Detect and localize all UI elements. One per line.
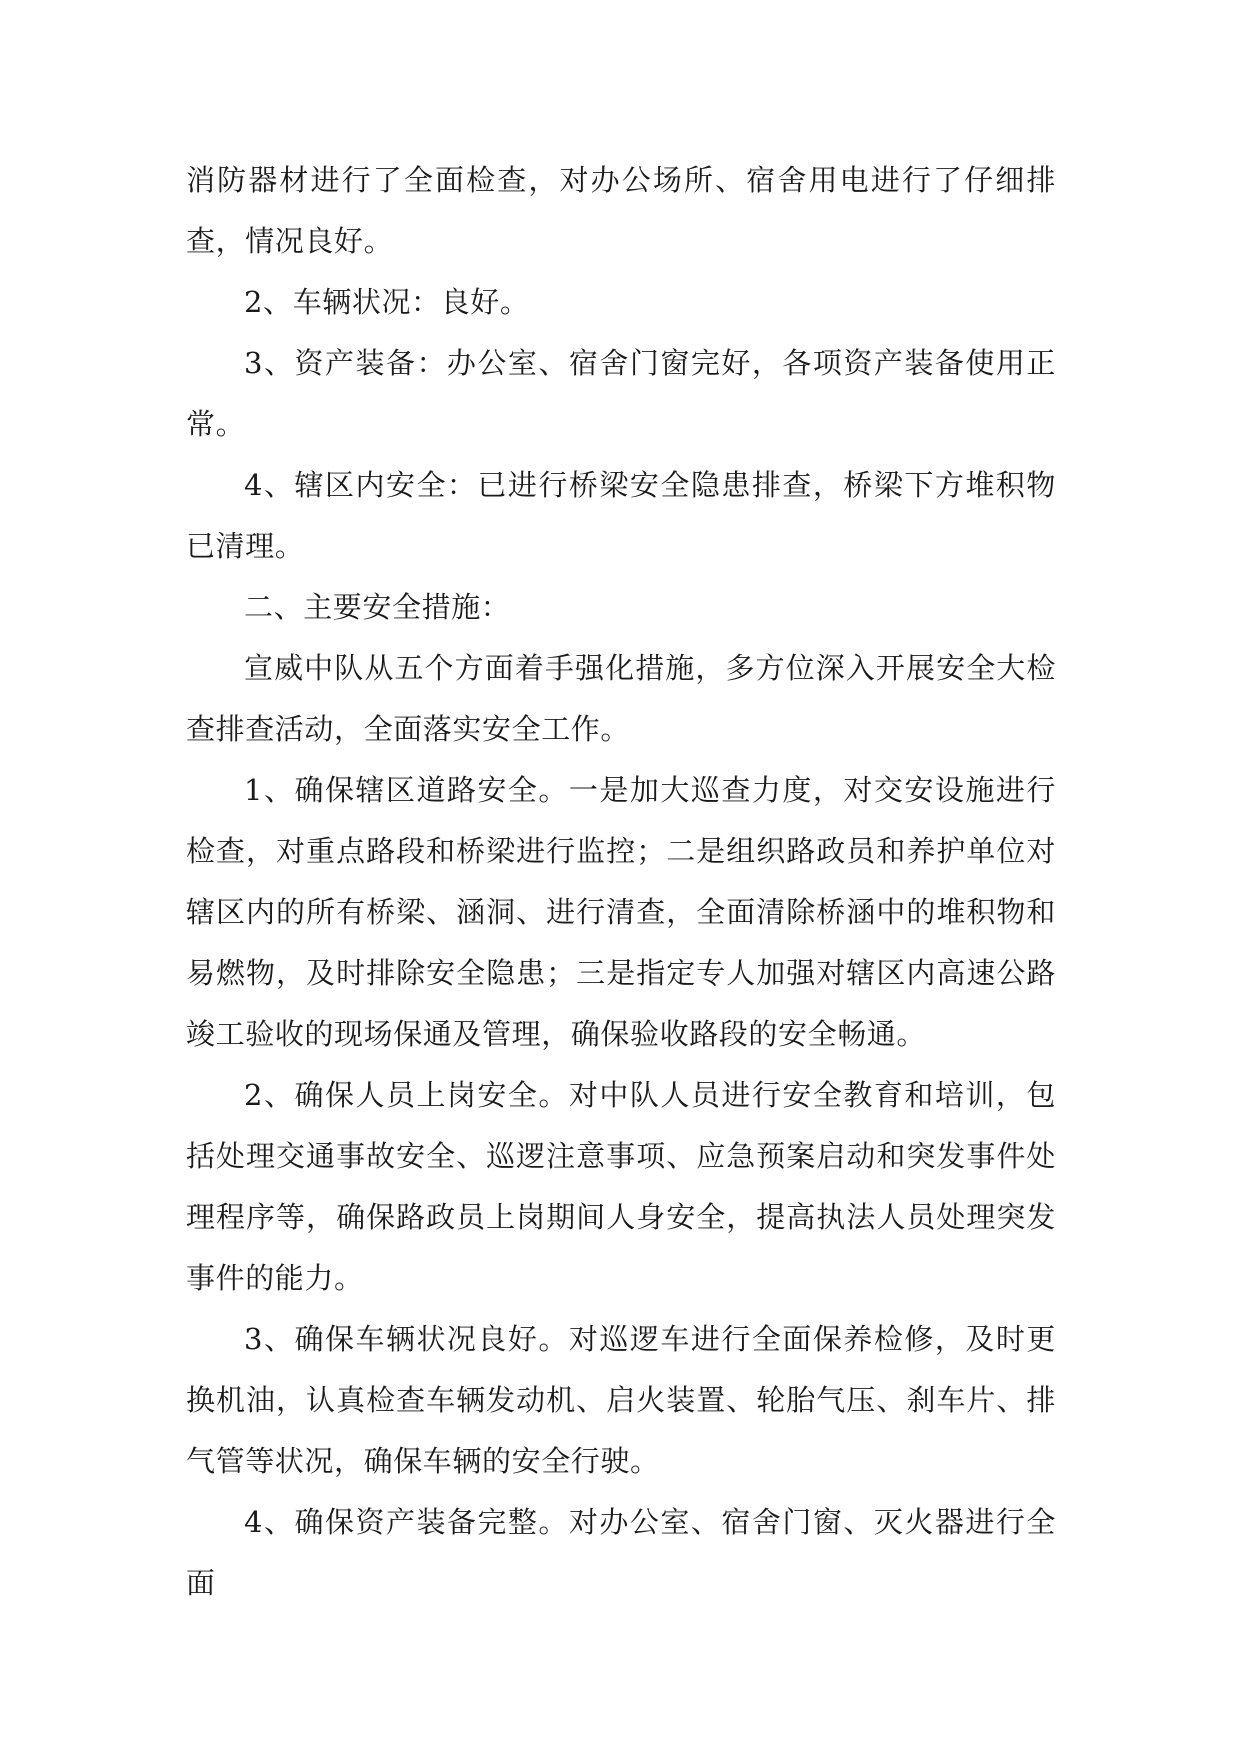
paragraph: 4、辖区内安全：已进行桥梁安全隐患排查，桥梁下方堆积物已清理。 bbox=[186, 468, 1056, 563]
paragraph: 2、确保人员上岗安全。对中队人员进行安全教育和培训，包括处理交通事故安全、巡逻注意事项、应急预案启动和突发事件处理程序等，确保路政员上岗期间人身安全，提高执法人员处理突发事件的能力。 bbox=[186, 1078, 1056, 1295]
paragraph: 4、确保资产装备完整。对办公室、宿舍门窗、灭火器进行全面 bbox=[186, 1505, 1056, 1600]
paragraph: 2、车辆状况：良好。 bbox=[244, 285, 530, 319]
paragraph: 消防器材进行了全面检查，对办公场所、宿舍用电进行了仔细排查，情况良好。 bbox=[186, 163, 1056, 258]
paragraph: 3、资产装备：办公室、宿舍门窗完好，各项资产装备使用正常。 bbox=[186, 346, 1056, 441]
paragraph: 1、确保辖区道路安全。一是加大巡查力度，对交安设施进行检查，对重点路段和桥梁进行监控；二是组织路政员和养护单位对辖区内的所有桥梁、涵洞、进行清查，全面清除桥涵中的堆积物和易燃物，及时排除安全隐患；三是指定专人加强对辖区内高速公路竣工验收的现场保通及管理，确保验收路段的安全畅通。 bbox=[186, 773, 1056, 1051]
paragraph: 宣威中队从五个方面着手强化措施，多方位深入开展安全大检查排查活动，全面落实安全工作。 bbox=[186, 651, 1056, 746]
section-heading: 二、主要安全措施： bbox=[244, 590, 511, 624]
paragraph: 3、确保车辆状况良好。对巡逻车进行全面保养检修，及时更换机油，认真检查车辆发动机、启火装置、轮胎气压、刹车片、排气管等状况，确保车辆的安全行驶。 bbox=[186, 1322, 1056, 1478]
document-body bbox=[186, 150, 1056, 1614]
